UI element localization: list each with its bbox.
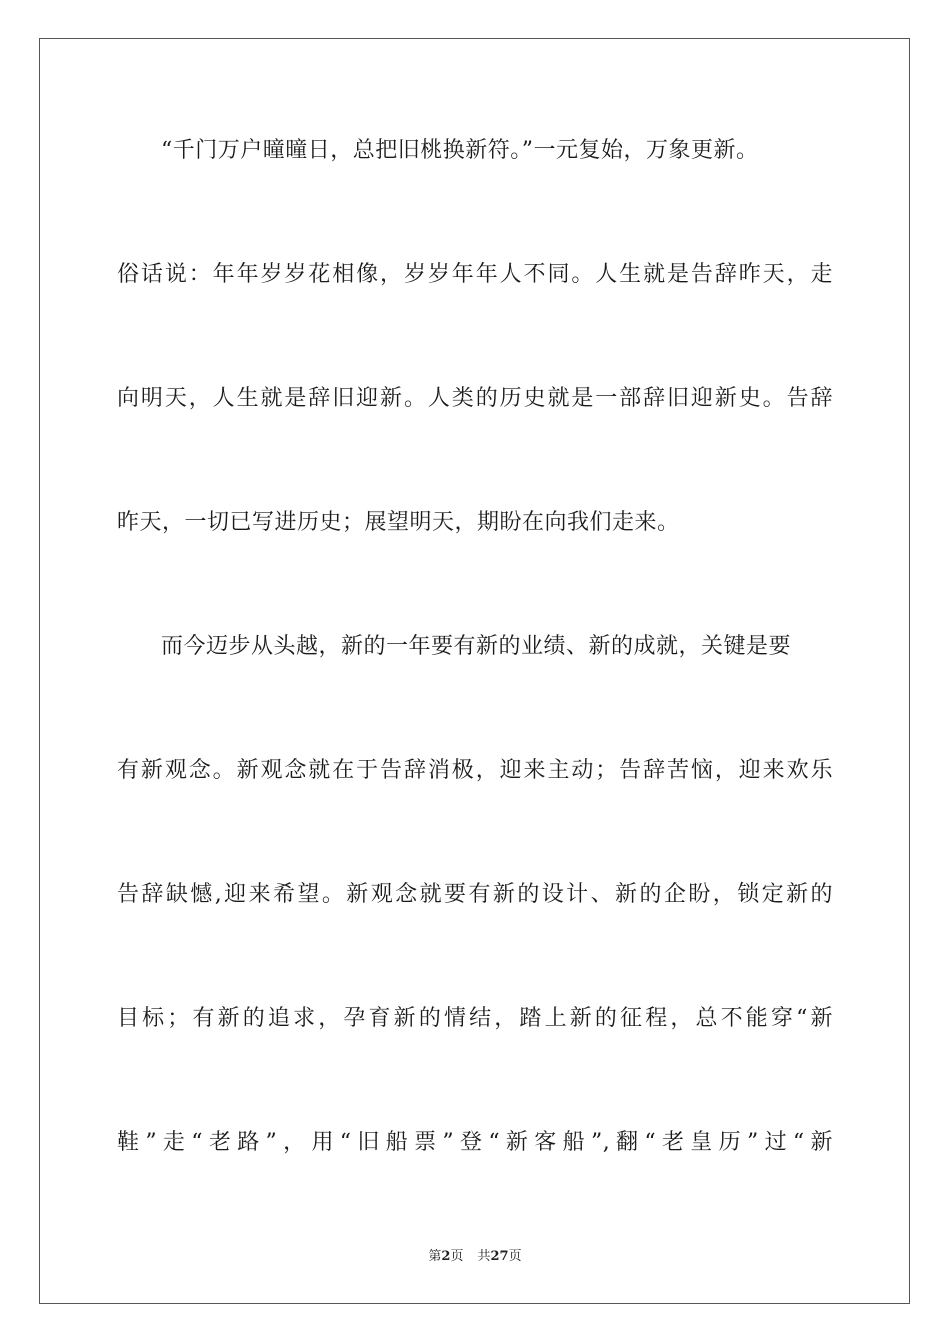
body-line-8: 目标；有新的追求，孕育新的情结，踏上新的征程，总不能穿“新 — [117, 1006, 833, 1031]
total-pages: 27 — [490, 1249, 509, 1264]
body-line-4: 昨天，一切已写进历史；展望明天，期盼在向我们走来。 — [117, 510, 680, 535]
total-prefix: 共 — [477, 1249, 491, 1264]
body-line-3: 向明天，人生就是辞旧迎新。人类的历史就是一部辞旧迎新史。告辞 — [117, 386, 833, 411]
page-suffix: 页 — [450, 1249, 464, 1264]
body-line-2: 俗话说：年年岁岁花相像，岁岁年年人不同。人生就是告辞昨天，走 — [117, 262, 833, 287]
page-number: 2 — [441, 1249, 451, 1264]
body-line-1: “千门万户曈曈日，总把旧桃换新符。”一元复始，万象更新。 — [161, 138, 759, 163]
body-line-6: 有新观念。新观念就在于告辞消极，迎来主动；告辞苦恼，迎来欢乐 — [117, 758, 833, 783]
page-prefix: 第 — [428, 1249, 442, 1264]
body-line-5: 而今迈步从头越，新的一年要有新的业绩、新的成就，关键是要 — [161, 634, 792, 659]
total-suffix: 页 — [508, 1249, 522, 1264]
body-line-9: 鞋”走“老路”，用“旧船票”登“新客船”,翻“老皇历”过“新 — [117, 1130, 833, 1155]
page-border — [39, 38, 910, 1304]
page-footer — [0, 1248, 950, 1266]
body-line-7: 告辞缺憾,迎来希望。新观念就要有新的设计、新的企盼，锁定新的 — [117, 882, 833, 907]
